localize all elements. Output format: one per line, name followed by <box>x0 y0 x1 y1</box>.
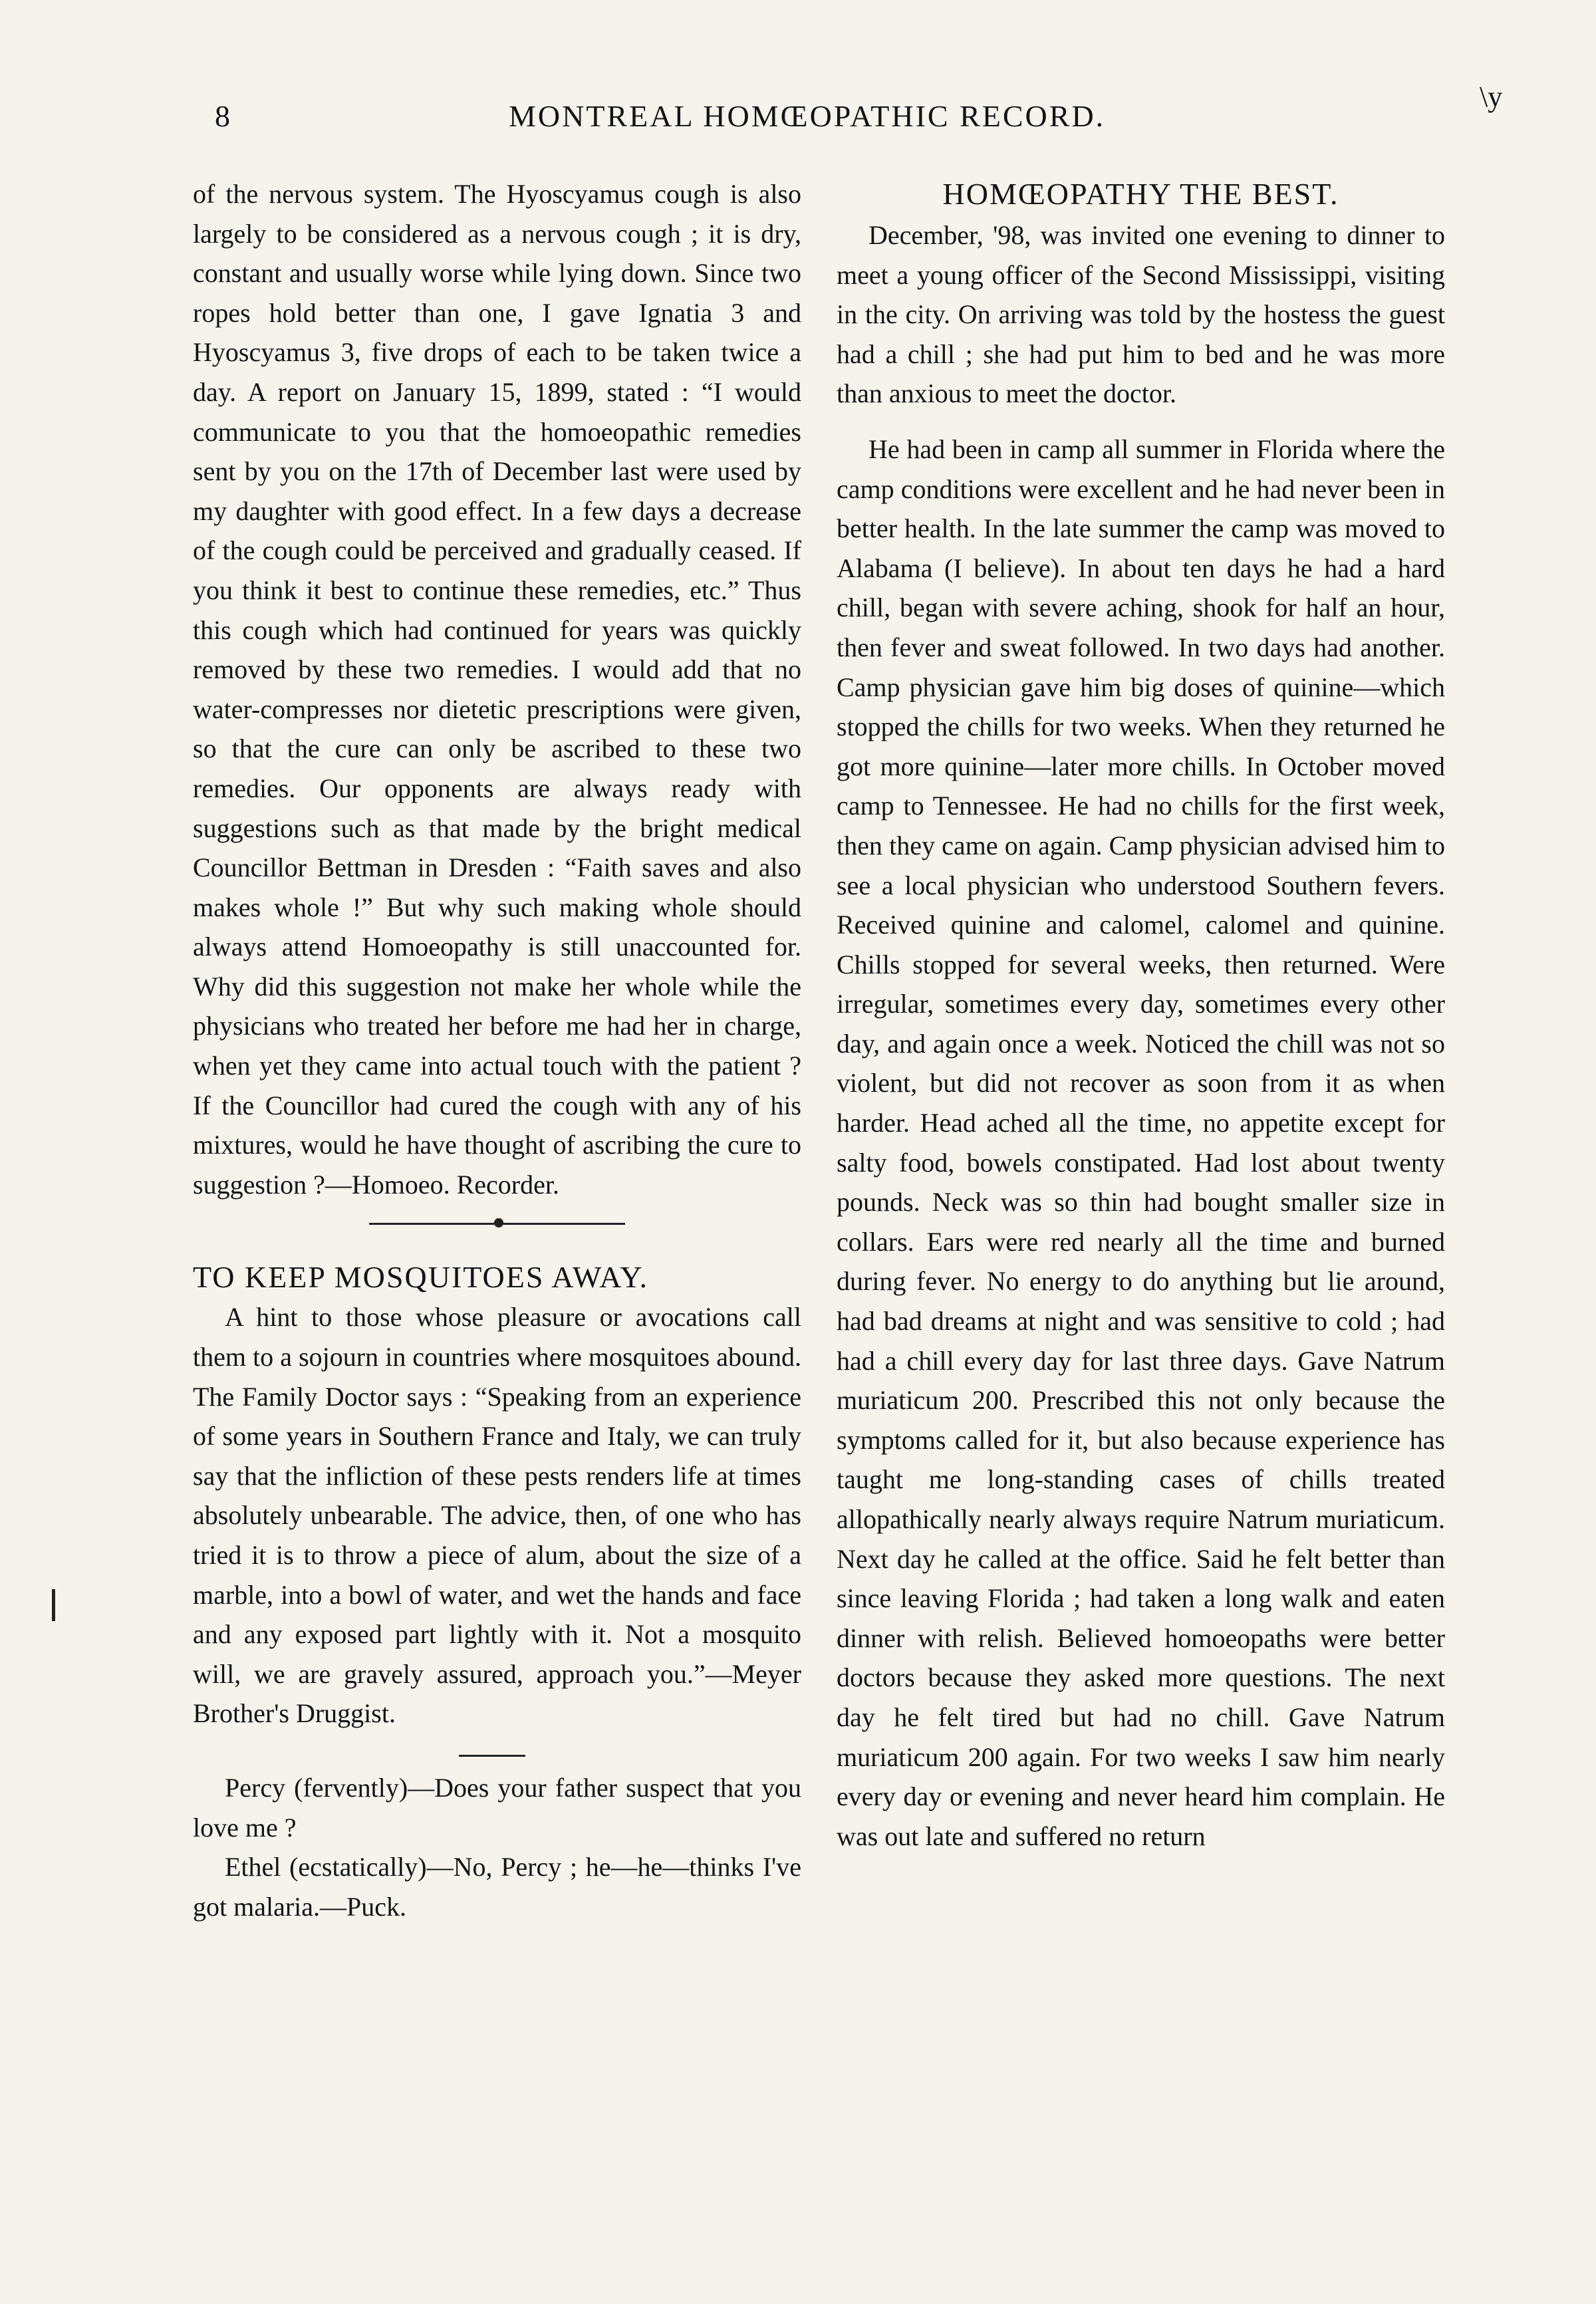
joke-line-ethel: Ethel (ecstatically)—No, Percy ; he—he—thinks I've got malaria.—Puck. <box>193 1852 801 1922</box>
mosquito-heading: TO KEEP MOSQUITOES AWAY. <box>193 1260 649 1295</box>
ornamental-divider <box>193 1207 801 1239</box>
article-paragraph-2: He had been in camp all summer in Florida where the camp conditions were excellent and he had never been in better health. In the late summer the camp was moved to Alabama (I believe). In about ten days he had a hard chill, began with severe aching, shook for half an hour, then fever and sweat followed. In two days had another. Camp physician gave him big doses of quinine—which stopped the chills for two weeks. When they returned he got more quinine—later more chills. In October moved camp to Tennessee. He had no chills for the first week, then they came on again. Camp physician advised him to see a local physician who understood Southern fevers. Received quinine and calomel, calomel and quinine. Chills stopped for several weeks, then returned. Were irregular, sometimes every day, sometimes every other day, and again once a week. Noticed the chill was not so violent, but did not recover as soon from it as when harder. Head ached all the time, no appetite except for salty food, bowels constipated. Had lost about twenty pounds. Neck was so thin had bought smaller size in collars. Ears were red nearly all the time and burned during fever. No energy to do anything but lie around, had bad dreams at night and was sensitive to cold ; had had a chill every day for last three days. Gave Natrum muriaticum 200. Prescribed this not only because the symptoms called for it, but also because experience has taught me long-standing cases of chills treated allopathically nearly always require Natrum muriaticum. Next day he called at the office. Said he felt better than since leaving Florida ; had taken a long walk and eaten dinner with relish. Believed homoeopaths were better doctors because they asked more questions. The next day he felt tired but had no chill. Gave Natrum muriaticum 200 again. For two weeks I saw him nearly every day or evening and never heard him complain. He was out late and suffered no return <box>837 434 1445 1851</box>
article-continuation: of the nervous system. The Hyoscyamus cough is also largely to be considered as a nervous cough ; it is dry, constant and usually worse while lying down. Since two ropes hold better than one, I gave Ignatia 3 and Hyoscyamus 3, five drops of each to be taken twice a day. A report on January 15, 1899, stated : “I would communicate to you that the homoeopathic remedies sent by you on the 17th of December last were used by my daughter with good effect. In a few days a decrease of the cough could be perceived and gradually ceased. If you think it best to continue these remedies, etc.” Thus this cough which had continued for years was quickly removed by these two remedies. I would add that no water-compresses nor dietetic prescriptions were given, so that the cure can only be ascribed to these two remedies. Our opponents are always ready with suggestions such as that made by the bright medical Councillor Bettman in Dresden : “Faith saves and also makes whole !” But why such making whole should always attend Homoeopathy is still unaccounted for. Why did this suggestion not make her whole while the physicians who treated her before me had her in charge, when yet they came into actual touch with the patient ? If the Councillor had cured the cough with any of his mixtures, would he have thought of ascribing the cure to suggestion ?—Homoeo. Recorder. <box>193 179 801 1200</box>
joke-line-percy: Percy (fervently)—Does your father suspect that you love me ? <box>193 1772 801 1843</box>
article-heading: HOMŒOPATHY THE BEST. <box>942 177 1339 211</box>
short-divider <box>193 1733 801 1768</box>
margin-mark <box>52 1589 55 1621</box>
mosquito-article: A hint to those whose pleasure or avocations call them to a sojourn in countries where mosquitoes abound. The Family Doctor says : “Speaking from an experience of some years in Southern France and Italy, we can truly say that the infliction of these pests renders life at times absolutely unbearable. The advice, then, of one who has tried it is to throw a piece of alum, about the size of a marble, into a bowl of water, and wet the hands and face and any exposed part lightly with it. Not a mosquito will, we are gravely assured, approach you.”—Meyer Brother's Druggist. <box>193 1302 801 1729</box>
right-column <box>837 174 1445 1856</box>
article-paragraph-1: December, '98, was invited one evening to dinner to meet a young officer of the Second Mississippi, visiting in the city. On arriving was told by the hostess the guest had a chill ; she had put him to bed and he was more than anxious to meet the doctor. <box>837 220 1445 409</box>
page-number: 8 <box>215 99 231 133</box>
left-column <box>193 174 801 1926</box>
running-header <box>190 93 1453 140</box>
journal-title: MONTREAL HOMŒOPATHIC RECORD. <box>509 99 1106 133</box>
corner-mark: \y <box>1480 80 1503 113</box>
